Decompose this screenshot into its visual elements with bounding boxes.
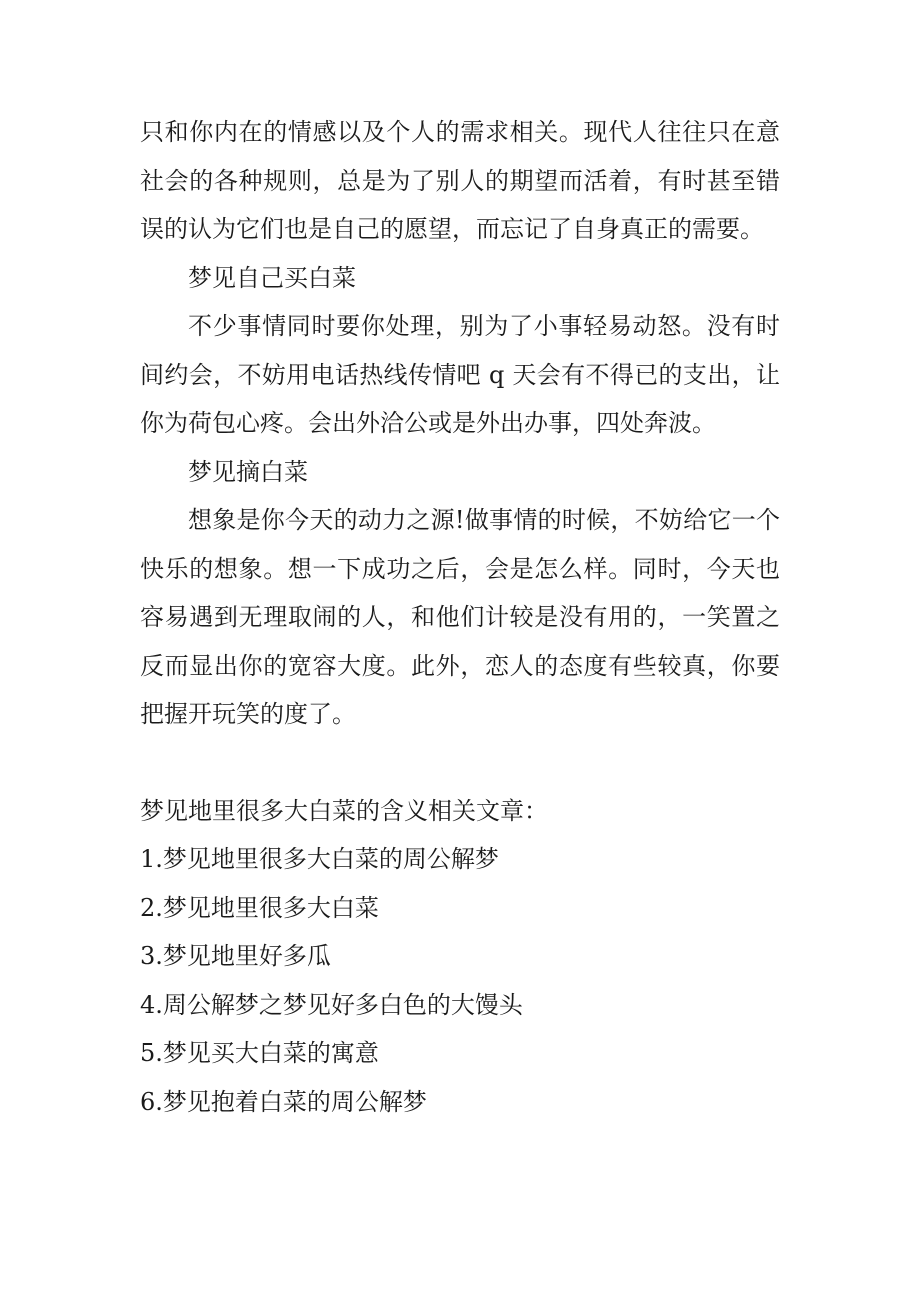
related-article-link[interactable]: 6.梦见抱着白菜的周公解梦	[140, 1087, 427, 1116]
related-article-link[interactable]: 4.周公解梦之梦见好多白色的大馒头	[140, 990, 523, 1019]
related-article-link[interactable]: 5.梦见买大白菜的寓意	[140, 1039, 379, 1067]
related-article-link[interactable]: 1.梦见地里很多大白菜的周公解梦	[140, 845, 499, 873]
section-body-buy-cabbage: 不少事情同时要你处理，别为了小事轻易动怒。没有时间约会，不妨用电话热线传情吧 q 天会有不得已的支出，让你为荷包心疼。会出外洽公或是外出办事，四处奔波。	[140, 312, 780, 437]
document-page	[140, 108, 780, 1126]
related-article-link[interactable]: 2.梦见地里很多大白菜	[140, 893, 379, 922]
related-articles-title: 梦见地里很多大白菜的含义相关文章：	[140, 796, 548, 825]
related-articles-list	[140, 835, 780, 1126]
section-heading-buy-cabbage: 梦见自己买白菜	[188, 263, 356, 292]
section-body-pick-cabbage: 想象是你今天的动力之源!做事情的时候，不妨给它一个快乐的想象。想一下成功之后，会是怎么样。同时，今天也容易遇到无理取闹的人，和他们计较是没有用的，一笑置之反而显出你的宽容大度。此外，恋人的态度有些较真，你要把握开玩笑的度了。	[140, 506, 780, 728]
related-article-link[interactable]: 3.梦见地里好多瓜	[140, 942, 331, 970]
intro-paragraph: 只和你内在的情感以及个人的需求相关。现代人往往只在意社会的各种规则，总是为了别人的期望而活着，有时甚至错误的认为它们也是自己的愿望，而忘记了自身真正的需要。	[140, 118, 780, 243]
section-spacer	[140, 739, 780, 787]
section-heading-pick-cabbage: 梦见摘白菜	[188, 457, 308, 486]
